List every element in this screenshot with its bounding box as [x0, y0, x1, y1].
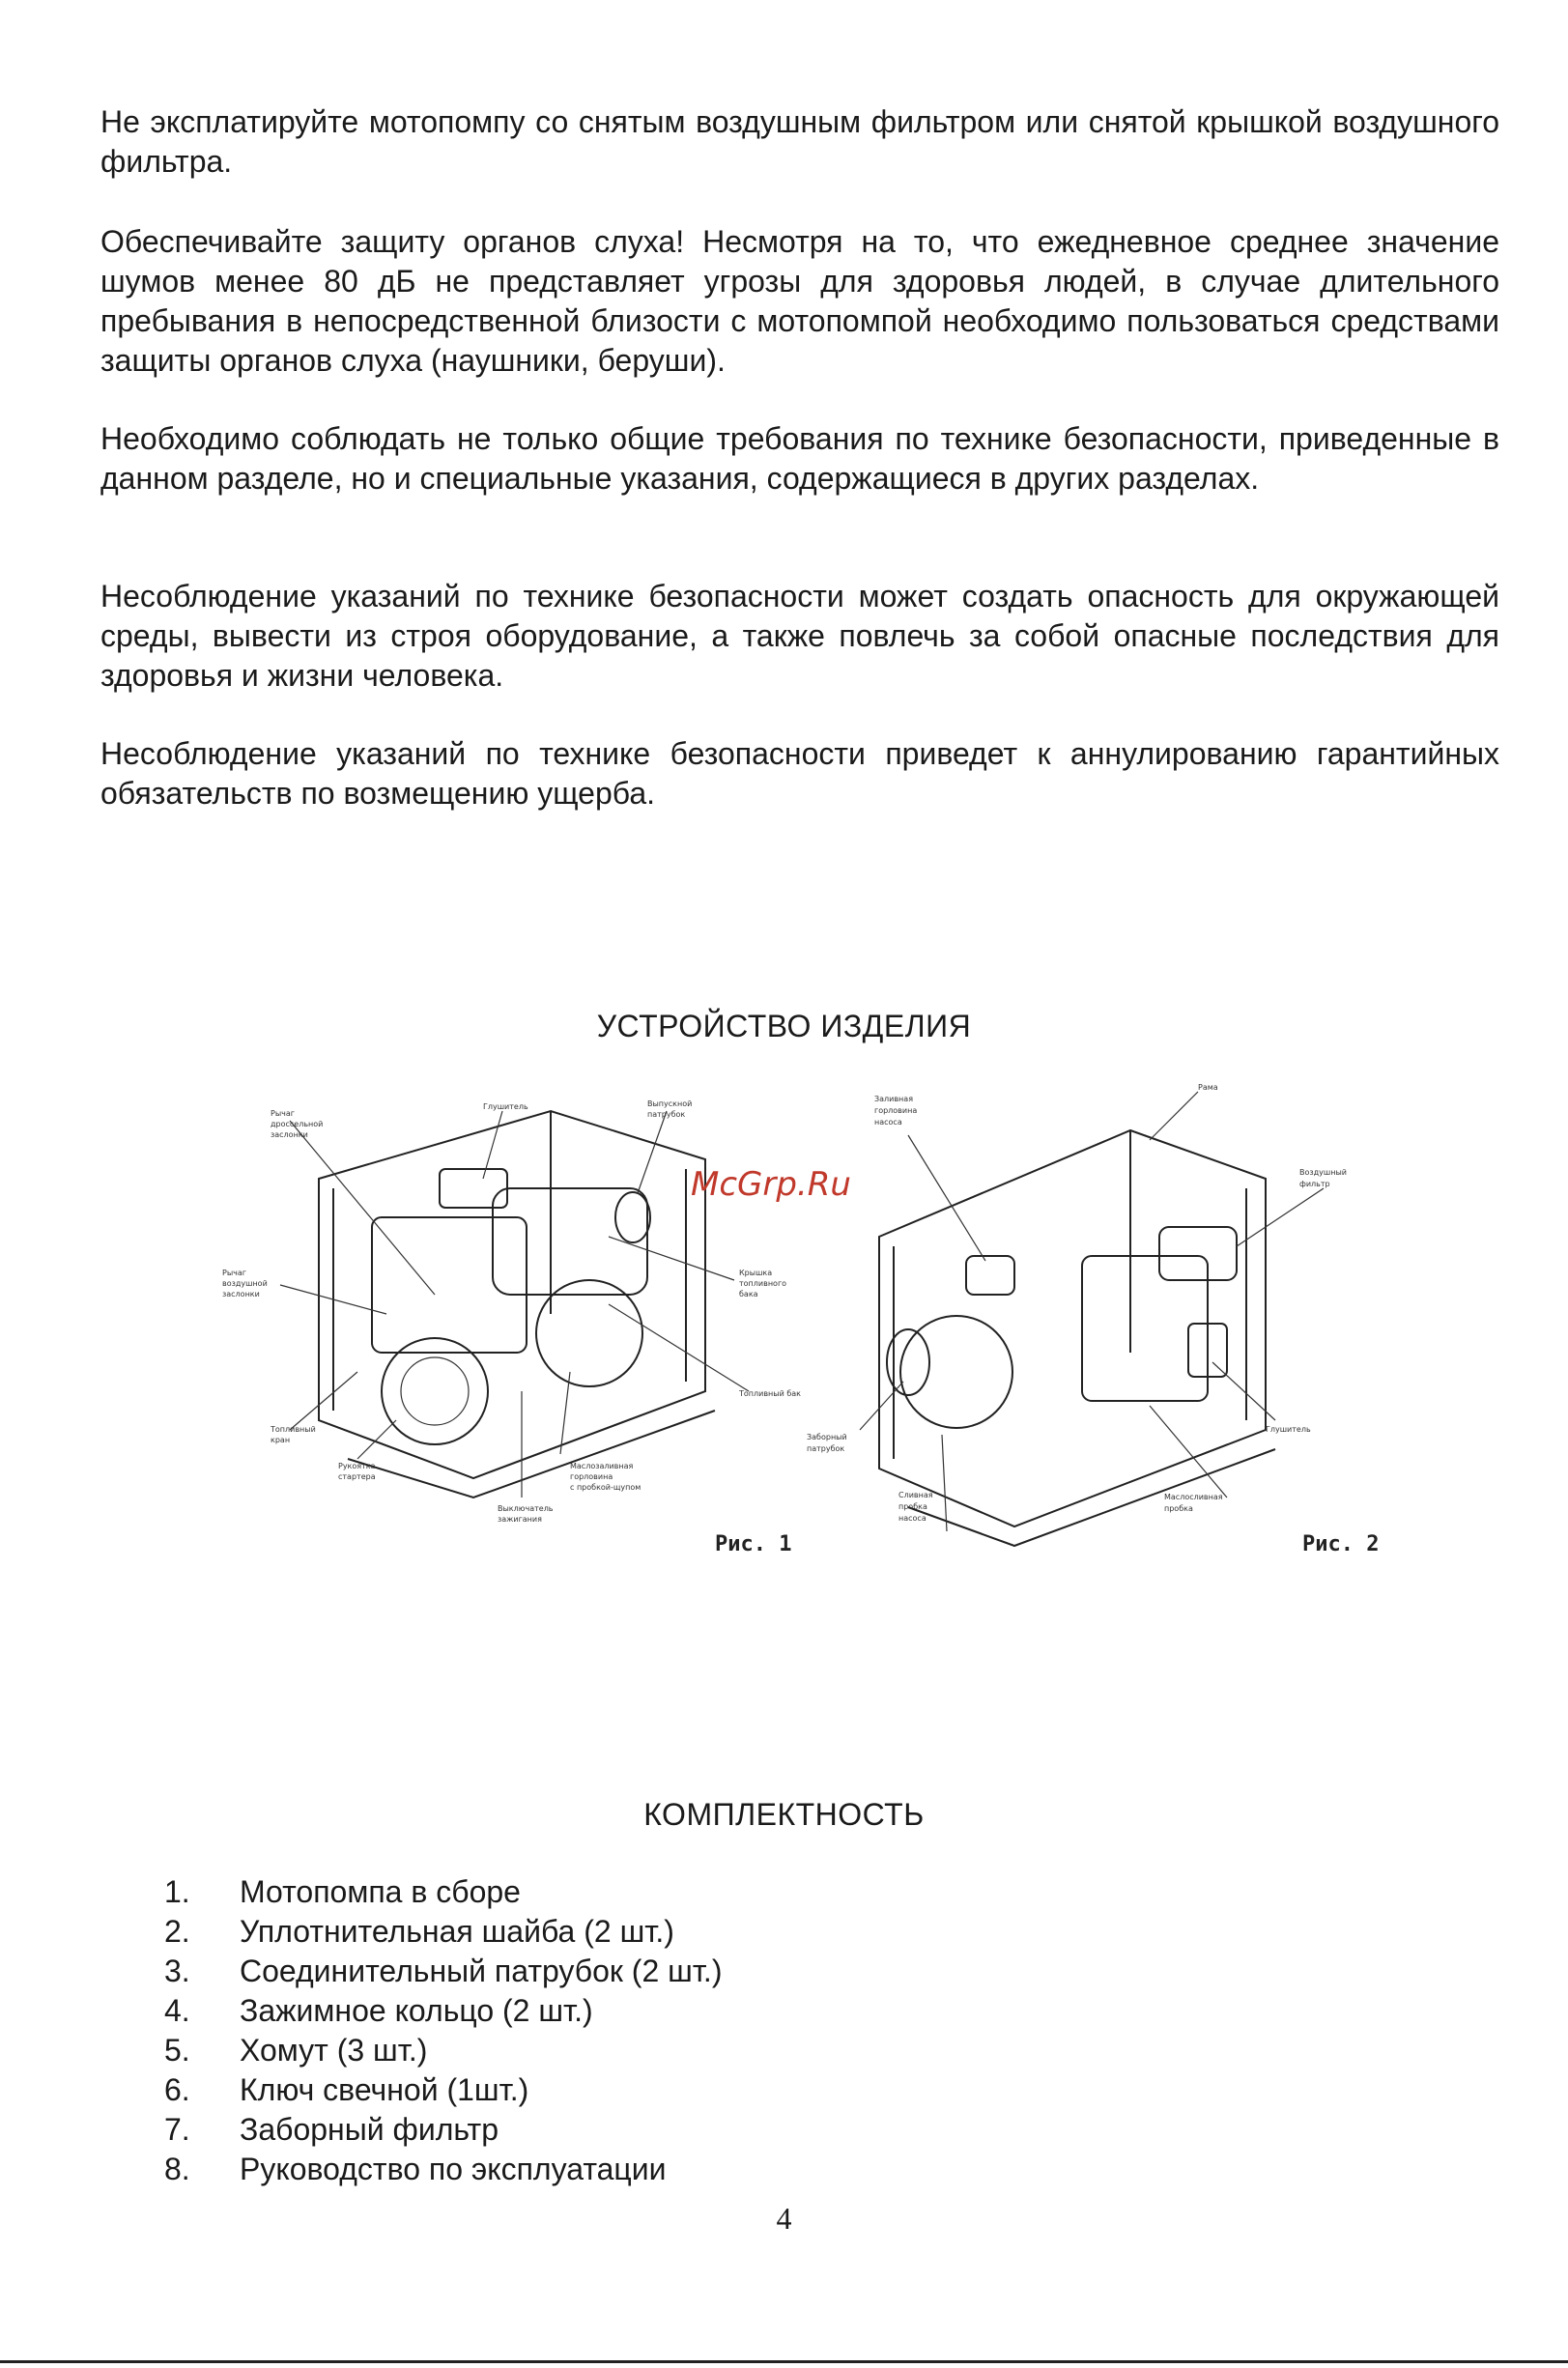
- fig1-label: Топливный: [271, 1425, 316, 1434]
- paragraph-hearing-protection: Обеспечивайте защиту органов слуха! Несмотря на то, что ежедневное среднее значение шумов менее 80 дБ не представляет угрозы для здоровья людей, в случае длительного пребывания в непосредственной близости с мотопомпой необходимо пользоваться средствами защиты органов слуха (наушники, беруши).: [100, 224, 1499, 378]
- bottom-rule: [0, 2360, 1568, 2363]
- fig2-label: Маслосливная: [1164, 1493, 1223, 1501]
- fig2-label: Рама: [1198, 1083, 1218, 1092]
- paragraph-danger: Несоблюдение указаний по технике безопасности может создать опасность для окружающей среды, вывести из строя оборудование, а также повлечь за собой опасные последствия для здоровья и жизни человека.: [100, 579, 1499, 693]
- fig1-label: заслонки: [222, 1290, 260, 1298]
- fig1-label: Маслозаливная: [570, 1462, 634, 1470]
- paragraph-warranty: Несоблюдение указаний по технике безопасности приведет к аннулированию гарантийных обязательств по возмещению ущерба.: [100, 736, 1499, 811]
- fig1-label: Выключатель: [498, 1504, 554, 1513]
- figure-2-pump-diagram: [802, 1072, 1401, 1565]
- fig2-label: патрубок: [807, 1444, 845, 1453]
- fig1-label: с пробкой-щупом: [570, 1483, 641, 1492]
- fig1-label: Рукоятка: [338, 1462, 376, 1470]
- fig2-label: Воздушный: [1299, 1168, 1347, 1177]
- fig2-label: насоса: [898, 1514, 927, 1523]
- fig1-starter-housing: [382, 1338, 488, 1444]
- fig2-label: фильтр: [1299, 1180, 1330, 1188]
- fig1-label: кран: [271, 1436, 291, 1444]
- fig1-label: Крышка: [739, 1269, 773, 1277]
- fig1-caption: Рис. 1: [715, 1532, 792, 1556]
- fig1-outlet: [615, 1192, 650, 1242]
- fig1-pump-body: [536, 1280, 642, 1386]
- fig1-label: Глушитель: [483, 1102, 528, 1111]
- fig2-label: насоса: [874, 1118, 902, 1127]
- fig1-label: Выпускной: [647, 1099, 693, 1108]
- fig1-label: горловина: [570, 1472, 613, 1481]
- watermark-text: McGrp.Ru: [691, 1165, 851, 1204]
- fig1-label: воздушной: [222, 1279, 268, 1288]
- fig1-label: Рычаг: [271, 1109, 295, 1118]
- watermark: [676, 1155, 908, 1213]
- fig1-label: стартера: [338, 1472, 376, 1481]
- section-title-kit: КОМПЛЕКТНОСТЬ: [643, 1797, 925, 1832]
- fig1-label: Рычаг: [222, 1269, 246, 1277]
- fig1-engine: [372, 1217, 527, 1353]
- fig2-label: пробка: [1164, 1504, 1193, 1513]
- fig1-label: топливного: [739, 1279, 787, 1288]
- fig1-label: патрубок: [647, 1110, 686, 1119]
- list-item: 7. Заборный фильтр: [164, 2112, 499, 2147]
- list-item: 1. Мотопомпа в сборе: [164, 1874, 521, 1909]
- fig2-label: Заливная: [874, 1095, 914, 1103]
- list-item: 2. Уплотнительная шайба (2 шт.): [164, 1914, 674, 1949]
- fig2-label: Глушитель: [1266, 1425, 1311, 1434]
- paragraph-air-filter: Не эксплатируйте мотопомпу со снятым воздушным фильтром или снятой крышкой воздушного фильтра.: [100, 104, 1499, 179]
- list-item: 4. Зажимное кольцо (2 шт.): [164, 1993, 593, 2028]
- fig1-label: Топливный бак: [739, 1389, 801, 1398]
- fig2-label: Заборный: [807, 1433, 847, 1441]
- fig2-label: пробка: [898, 1502, 927, 1511]
- page-number: 4: [776, 2201, 792, 2236]
- fig1-label: зажигания: [498, 1515, 542, 1524]
- figure-1-pump-diagram: [203, 1072, 821, 1565]
- fig1-muffler: [440, 1169, 507, 1208]
- fig1-label: заслонки: [271, 1130, 308, 1139]
- kit-list: [164, 1872, 722, 2189]
- fig2-caption: Рис. 2: [1302, 1532, 1380, 1556]
- paragraph-general-requirements: Необходимо соблюдать не только общие требования по технике безопасности, приведенные в данном разделе, но и специальные указания, содержащиеся в других разделах.: [100, 421, 1499, 496]
- fig2-label: Сливная: [898, 1491, 933, 1499]
- list-item: 6. Ключ свечной (1шт.): [164, 2072, 529, 2107]
- fig2-air-filter: [1159, 1227, 1237, 1280]
- list-item: 8. Руководство по эксплуатации: [164, 2152, 667, 2186]
- fig1-label: бака: [739, 1290, 758, 1298]
- fig1-label: дроссельной: [271, 1120, 324, 1128]
- fig2-fill-neck: [966, 1256, 1014, 1295]
- list-item: 5. Хомут (3 шт.): [164, 2033, 428, 2068]
- list-item: 3. Соединительный патрубок (2 шт.): [164, 1954, 723, 1988]
- section-title-device: УСТРОЙСТВО ИЗДЕЛИЯ: [596, 1009, 972, 1043]
- fig2-label: горловина: [874, 1106, 918, 1115]
